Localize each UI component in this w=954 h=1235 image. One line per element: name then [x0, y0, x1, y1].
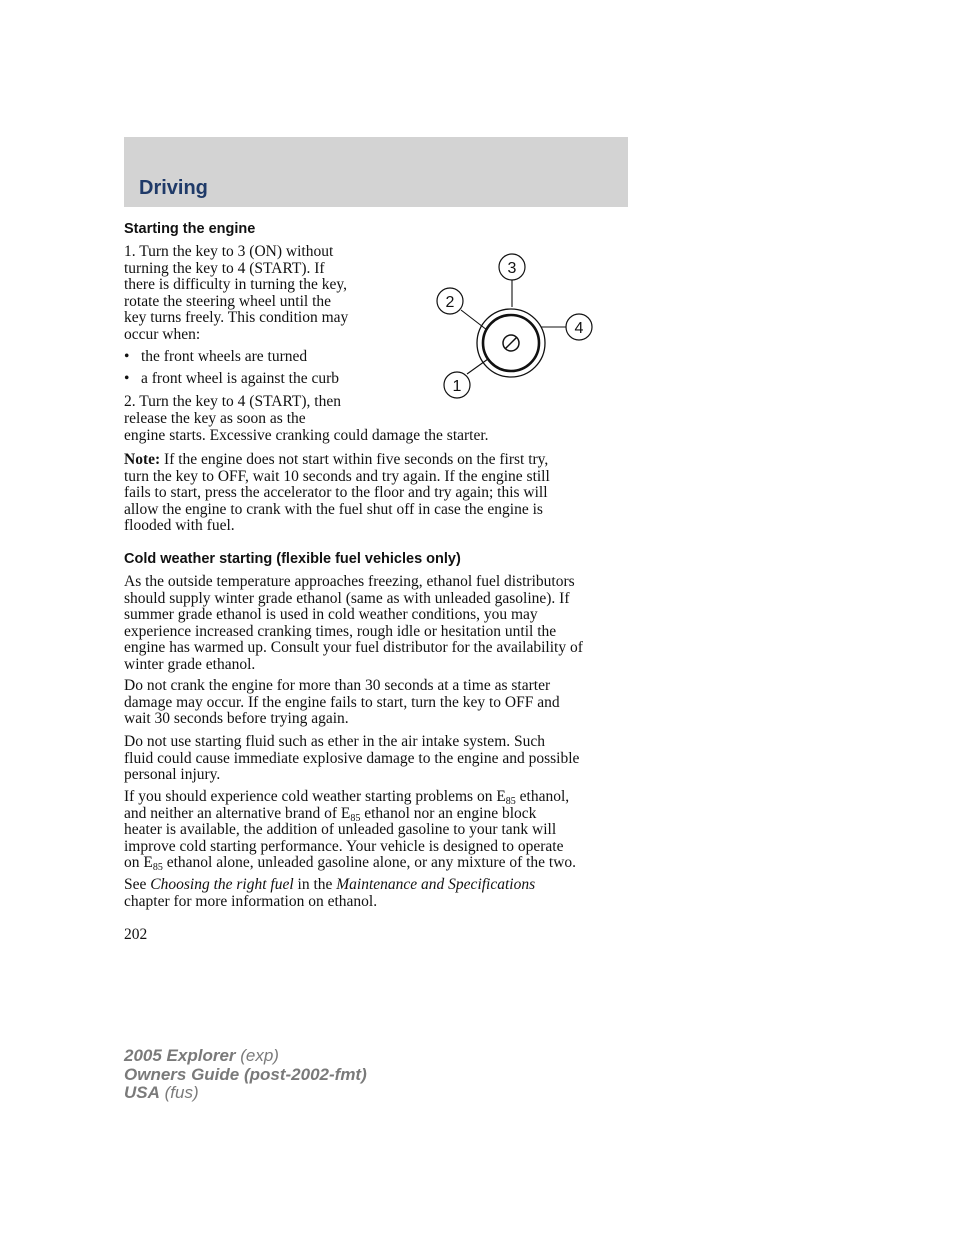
- subscript: 85: [505, 796, 516, 807]
- section-title: Driving: [139, 177, 208, 199]
- text-line: personal injury.: [124, 766, 221, 783]
- list-item: [124, 371, 339, 388]
- text-run: on E: [124, 854, 153, 871]
- text-line: should supply winter grade ethanol (same as with unleaded gasoline). If: [124, 589, 570, 607]
- cold-weather-paragraph-3: [124, 734, 632, 784]
- text-line: Do not use starting fluid such as ether in the air intake system. Such: [124, 733, 545, 750]
- text-run: and neither an alternative brand of E: [124, 804, 351, 822]
- document-footer: [124, 1047, 367, 1103]
- text-line: 1. Turn the key to 3 (ON) without: [124, 243, 334, 260]
- footer-market-code: (fus): [159, 1083, 199, 1102]
- text-line: chapter for more information on ethanol.: [124, 892, 378, 910]
- list-item: [124, 349, 307, 366]
- text-line: winter grade ethanol.: [124, 655, 256, 673]
- text-run: in the: [293, 876, 337, 893]
- position-label-2: [437, 288, 463, 314]
- text-line: key turns freely. This condition may: [124, 309, 349, 326]
- footer-model-code: (exp): [235, 1046, 279, 1065]
- svg-text:1: 1: [452, 378, 462, 395]
- step1-paragraph: [124, 244, 384, 343]
- cold-weather-paragraph-1: [124, 574, 632, 673]
- cross-reference: Maintenance and Specifications: [336, 876, 536, 893]
- heading-cold-weather-starting: Cold weather starting (flexible fuel vehicles only): [124, 551, 461, 567]
- key-slot-line: [505, 337, 517, 349]
- svg-text:4: 4: [574, 320, 584, 337]
- text-line: turning the key to 4 (START). If: [124, 259, 325, 277]
- note-paragraph: [124, 452, 632, 535]
- footer-market: USA: [124, 1083, 160, 1102]
- cold-weather-paragraph-5: [124, 877, 632, 910]
- list-item-text: a front wheel is against the curb: [141, 370, 339, 387]
- text-run: See: [124, 876, 151, 893]
- text-line: fails to start, press the accelerator to the floor and try again; this will: [124, 484, 548, 501]
- text-line: flooded with fuel.: [124, 517, 235, 534]
- text-line: release the key as soon as the: [124, 409, 306, 427]
- text-line: experience increased cranking times, rough idle or hesitation until the: [124, 622, 557, 640]
- bullet-icon: •: [124, 348, 130, 365]
- note-label: Note:: [124, 451, 161, 468]
- text-line: wait 30 seconds before trying again.: [124, 710, 349, 727]
- text-line: rotate the steering wheel until the: [124, 292, 332, 310]
- footer-model: 2005 Explorer: [124, 1046, 236, 1065]
- ignition-switch-diagram: [430, 250, 600, 410]
- position-label-1: [444, 372, 470, 398]
- text-line: If the engine does not start within five seconds on the first try,: [160, 451, 549, 468]
- text-line: occur when:: [124, 325, 201, 343]
- text-line: heater is available, the addition of unleaded gasoline to your tank will: [124, 821, 557, 838]
- footer-guide: Owners Guide (post-2002-fmt): [124, 1064, 367, 1084]
- text-line: engine has warmed up. Consult your fuel distributor for the availability of: [124, 639, 583, 656]
- text-run: ethanol,: [515, 788, 570, 805]
- text-line: engine starts. Excessive cranking could damage the starter.: [124, 427, 489, 444]
- text-line: damage may occur. If the engine fails to start, turn the key to OFF and: [124, 693, 560, 711]
- list-item-text: the front wheels are turned: [141, 348, 308, 365]
- page-number: 202: [124, 926, 148, 943]
- leader-line-2: [461, 310, 487, 330]
- position-label-4: [566, 314, 592, 340]
- text-line: turn the key to OFF, wait 10 seconds and try again. If the engine still: [124, 467, 550, 485]
- text-line: improve cold starting performance. Your vehicle is designed to operate: [124, 837, 564, 855]
- text-line: 2. Turn the key to 4 (START), then: [124, 393, 341, 410]
- text-line: there is difficulty in turning the key,: [124, 276, 347, 293]
- cross-reference: Choosing the right fuel: [150, 876, 294, 893]
- text-run: If you should experience cold weather starting problems on E: [124, 788, 506, 805]
- bullet-icon: •: [124, 370, 130, 387]
- text-line: Do not crank the engine for more than 30 seconds at a time as starter: [124, 677, 551, 694]
- subscript: 85: [152, 862, 163, 873]
- text-line: summer grade ethanol is used in cold weather conditions, you may: [124, 606, 538, 623]
- text-line: fluid could cause immediate explosive damage to the engine and possible: [124, 749, 580, 767]
- text-line: As the outside temperature approaches freezing, ethanol fuel distributors: [124, 573, 575, 590]
- cold-weather-paragraph-4: [124, 789, 632, 872]
- position-label-3: [499, 254, 525, 280]
- text-run: ethanol alone, unleaded gasoline alone, or any mixture of the two.: [162, 854, 577, 871]
- heading-starting-engine: Starting the engine: [124, 221, 256, 237]
- text-run: ethanol nor an engine block: [360, 804, 537, 822]
- text-line: allow the engine to crank with the fuel shut off in case the engine is: [124, 500, 543, 518]
- cold-weather-paragraph-2: [124, 678, 632, 728]
- subscript: 85: [350, 812, 361, 824]
- leader-line-1: [467, 359, 488, 374]
- svg-text:3: 3: [507, 260, 517, 277]
- svg-text:2: 2: [445, 294, 455, 311]
